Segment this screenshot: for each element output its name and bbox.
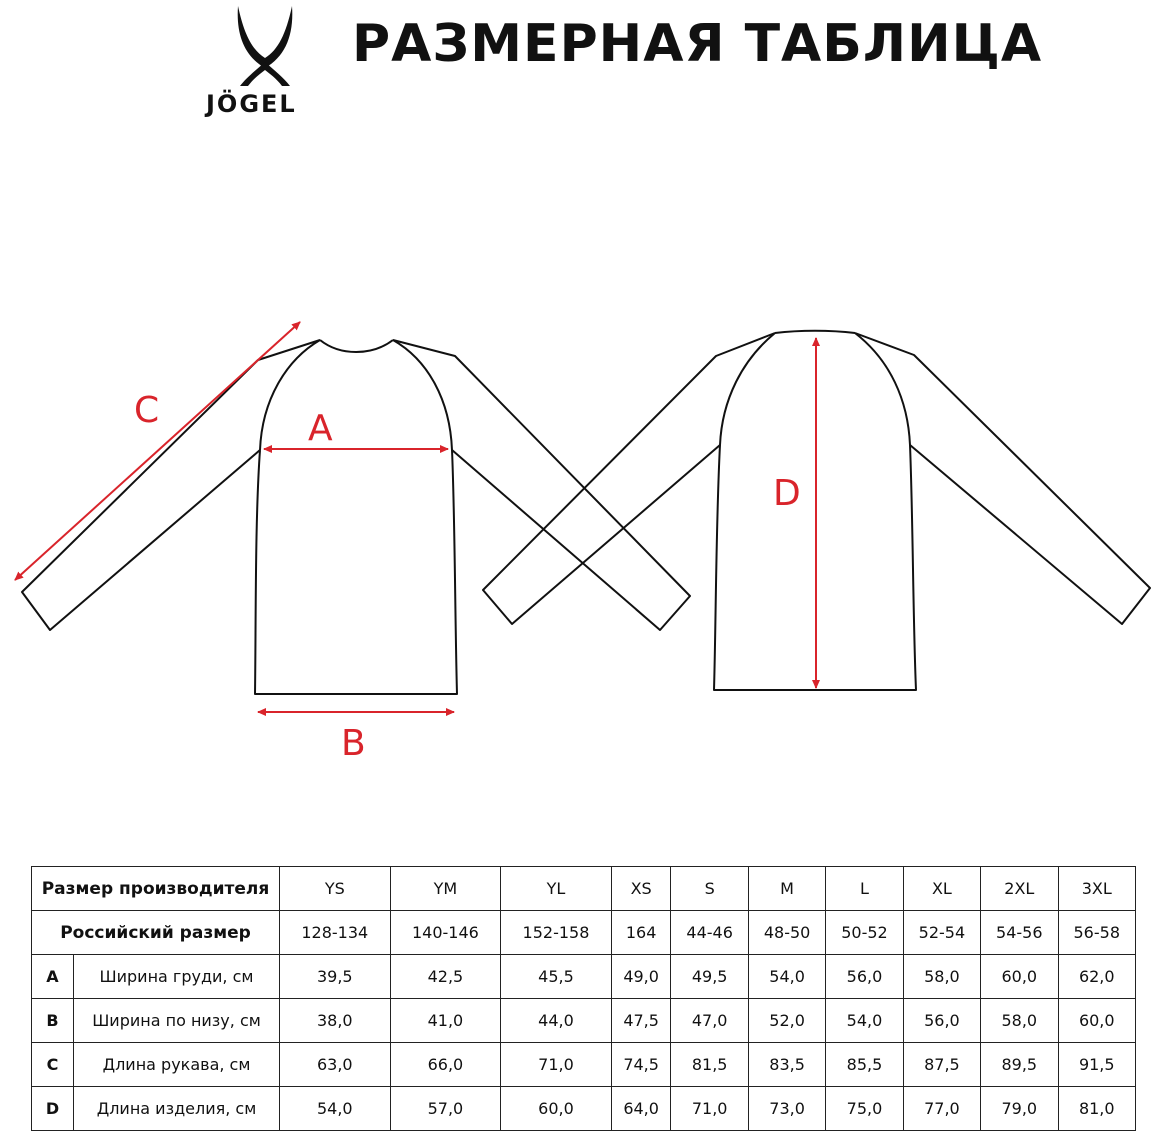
size-cell: YS xyxy=(280,867,391,911)
value-cell: 49,0 xyxy=(611,955,671,999)
value-cell: 77,0 xyxy=(903,1087,980,1131)
jogel-logo-icon xyxy=(234,4,296,88)
size-cell: 2XL xyxy=(981,867,1058,911)
row-letter: B xyxy=(32,999,74,1043)
table-row-b xyxy=(32,999,1136,1043)
dimension-label-c: C xyxy=(134,390,160,431)
dimension-label-d: D xyxy=(773,473,801,514)
brand-wordmark: JÖGEL xyxy=(206,90,297,118)
russian-size-cell: 164 xyxy=(611,911,671,955)
value-cell: 56,0 xyxy=(826,955,903,999)
russian-size-cell: 44-46 xyxy=(671,911,748,955)
russian-size-cell: 48-50 xyxy=(748,911,825,955)
value-cell: 47,5 xyxy=(611,999,671,1043)
size-cell: YM xyxy=(390,867,501,911)
value-cell: 57,0 xyxy=(390,1087,501,1131)
value-cell: 81,0 xyxy=(1058,1087,1136,1131)
table-row-d xyxy=(32,1087,1136,1131)
value-cell: 81,5 xyxy=(671,1043,748,1087)
row-letter: A xyxy=(32,955,74,999)
value-cell: 60,0 xyxy=(501,1087,612,1131)
russian-size-cell: 152-158 xyxy=(501,911,612,955)
brand-logo xyxy=(200,2,330,122)
value-cell: 49,5 xyxy=(671,955,748,999)
value-cell: 74,5 xyxy=(611,1043,671,1087)
russian-size-cell: 50-52 xyxy=(826,911,903,955)
dimension-label-a: A xyxy=(308,408,333,449)
size-cell: YL xyxy=(501,867,612,911)
value-cell: 54,0 xyxy=(826,999,903,1043)
value-cell: 44,0 xyxy=(501,999,612,1043)
value-cell: 60,0 xyxy=(1058,999,1136,1043)
size-cell: 3XL xyxy=(1058,867,1136,911)
row-label: Ширина по низу, см xyxy=(74,999,280,1043)
size-cell: XS xyxy=(611,867,671,911)
russian-size-cell: 54-56 xyxy=(981,911,1058,955)
dimension-arrows xyxy=(15,322,816,712)
value-cell: 73,0 xyxy=(748,1087,825,1131)
value-cell: 79,0 xyxy=(981,1087,1058,1131)
size-table xyxy=(31,866,1136,1131)
row-label: Длина рукава, см xyxy=(74,1043,280,1087)
size-cell: S xyxy=(671,867,748,911)
table-row-c xyxy=(32,1043,1136,1087)
table-row-a xyxy=(32,955,1136,999)
value-cell: 85,5 xyxy=(826,1043,903,1087)
value-cell: 58,0 xyxy=(903,955,980,999)
front-view-shirt xyxy=(22,340,690,694)
value-cell: 89,5 xyxy=(981,1043,1058,1087)
russian-size-cell: 52-54 xyxy=(903,911,980,955)
row-label: Длина изделия, см xyxy=(74,1087,280,1131)
garment-diagram xyxy=(0,300,1152,770)
value-cell: 54,0 xyxy=(280,1087,391,1131)
russian-size-cell: 140-146 xyxy=(390,911,501,955)
value-cell: 71,0 xyxy=(671,1087,748,1131)
russian-size-cell: 56-58 xyxy=(1058,911,1136,955)
russian-size-cell: 128-134 xyxy=(280,911,391,955)
value-cell: 56,0 xyxy=(903,999,980,1043)
value-cell: 66,0 xyxy=(390,1043,501,1087)
size-cell: L xyxy=(826,867,903,911)
value-cell: 71,0 xyxy=(501,1043,612,1087)
page-title: РАЗМЕРНАЯ ТАБЛИЦА xyxy=(352,14,1043,74)
value-cell: 45,5 xyxy=(501,955,612,999)
row-letter: C xyxy=(32,1043,74,1087)
value-cell: 42,5 xyxy=(390,955,501,999)
size-cell: M xyxy=(748,867,825,911)
value-cell: 52,0 xyxy=(748,999,825,1043)
russian-size-label: Российский размер xyxy=(32,911,280,955)
table-row-russian xyxy=(32,911,1136,955)
value-cell: 64,0 xyxy=(611,1087,671,1131)
row-letter: D xyxy=(32,1087,74,1131)
row-label: Ширина груди, см xyxy=(74,955,280,999)
value-cell: 63,0 xyxy=(280,1043,391,1087)
value-cell: 58,0 xyxy=(981,999,1058,1043)
value-cell: 41,0 xyxy=(390,999,501,1043)
value-cell: 87,5 xyxy=(903,1043,980,1087)
value-cell: 60,0 xyxy=(981,955,1058,999)
value-cell: 62,0 xyxy=(1058,955,1136,999)
value-cell: 91,5 xyxy=(1058,1043,1136,1087)
manufacturer-size-label: Размер производителя xyxy=(32,867,280,911)
value-cell: 54,0 xyxy=(748,955,825,999)
value-cell: 47,0 xyxy=(671,999,748,1043)
value-cell: 83,5 xyxy=(748,1043,825,1087)
size-cell: XL xyxy=(903,867,980,911)
value-cell: 75,0 xyxy=(826,1087,903,1131)
table-row-manufacturer xyxy=(32,867,1136,911)
dimension-label-b: B xyxy=(341,723,366,764)
value-cell: 39,5 xyxy=(280,955,391,999)
value-cell: 38,0 xyxy=(280,999,391,1043)
